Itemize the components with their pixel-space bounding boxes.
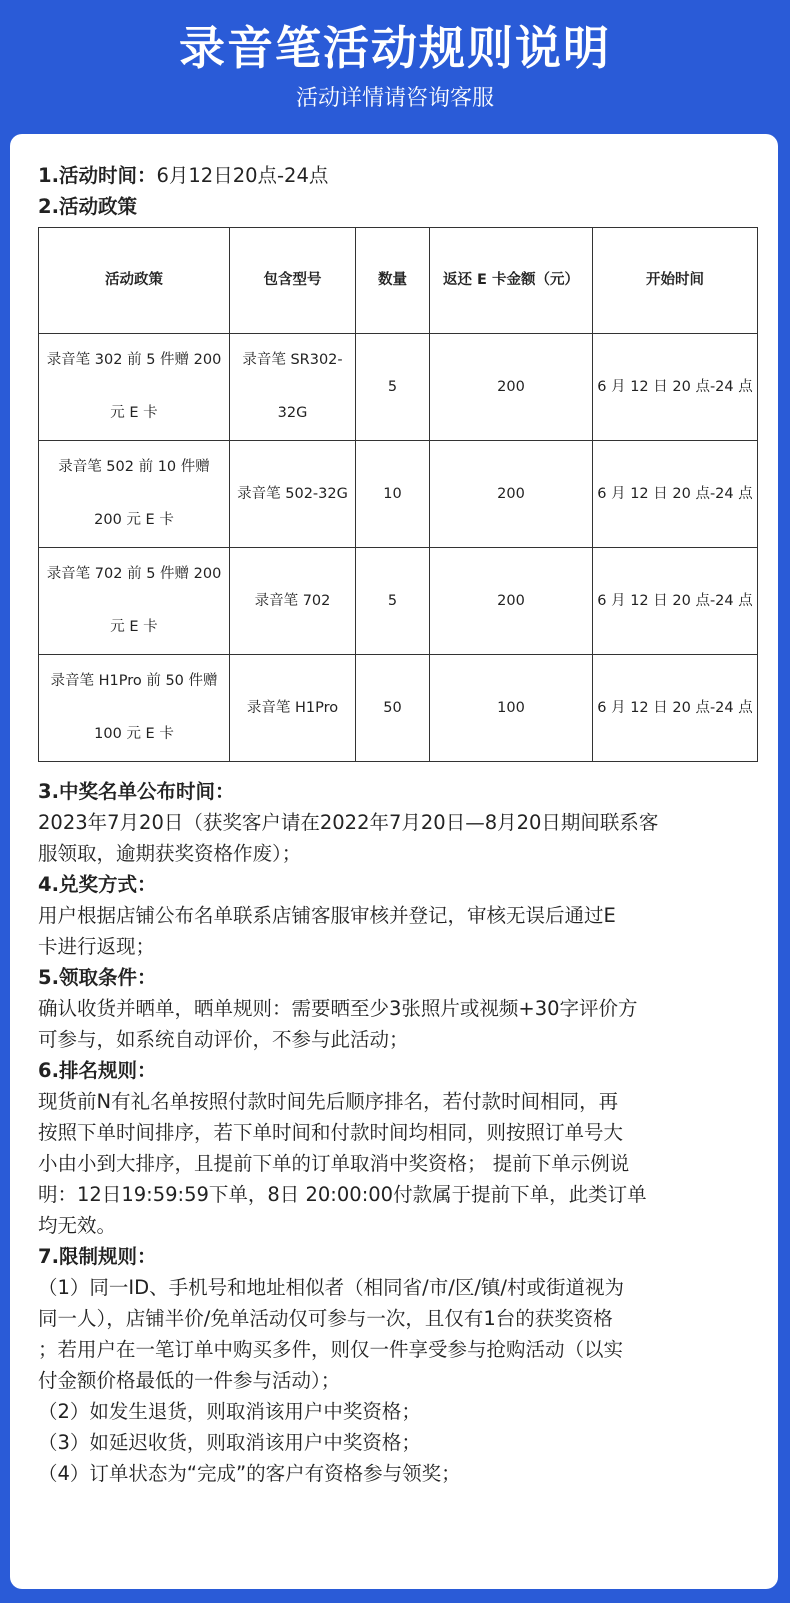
section-5-line: 可参与，如系统自动评价，不参与此活动；: [38, 1028, 409, 1051]
section-7-line: （4）订单状态为“完成”的客户有资格参与领奖；: [38, 1462, 461, 1485]
section-7-line: （2）如发生退货，则取消该用户中奖资格；: [38, 1400, 421, 1423]
table-cell-qty: 10: [356, 441, 430, 548]
section-3-line: 2023年7月20日（获奖客户请在2022年7月20日—8月20日期间联系客: [38, 811, 659, 834]
section-6-line: 按照下单时间排序，若下单时间和付款时间均相同，则按照订单号大: [38, 1121, 624, 1144]
section-7-line: ；若用户在一笔订单中购买多件，则仅一件享受参与抢购活动（以实: [38, 1338, 624, 1361]
section-6-line: 明：12日19:59:59下单，8日 20:00:00付款属于提前下单，此类订单: [38, 1183, 647, 1206]
table-row: [39, 655, 758, 762]
section-6-line: 小由小到大排序，且提前下单的订单取消中奖资格； 提前下单示例说: [38, 1152, 630, 1175]
section-7-line: 同一人），店铺半价/免单活动仅可参与一次，且仅有1台的获奖资格: [38, 1307, 613, 1330]
section-6-line: 现货前N有礼名单按照付款时间先后顺序排名，若付款时间相同，再: [38, 1090, 619, 1113]
table-cell-qty: 50: [356, 655, 430, 762]
section-7-line: （1）同一ID、手机号和地址相似者（相同省/市/区/镇/村或街道视为: [38, 1276, 624, 1299]
table-cell-start: 6 月 12 日 20 点-24 点: [593, 655, 758, 762]
table-cell-amount: 100: [430, 655, 593, 762]
section-5-line: 确认收货并晒单，晒单规则：需要晒至少3张照片或视频+30字评价方: [38, 997, 638, 1020]
table-cell-policy: 录音笔 502 前 10 件赠 200 元 E 卡: [39, 441, 230, 548]
section-1-label: 1.活动时间：: [38, 164, 157, 187]
table-cell-start: 6 月 12 日 20 点-24 点: [593, 334, 758, 441]
section-4-label: 4.兑奖方式：: [38, 873, 157, 896]
page-title: 录音笔活动规则说明: [179, 21, 611, 75]
table-header-cell: 活动政策: [39, 228, 230, 334]
table-row: [39, 334, 758, 441]
table-cell-policy: 录音笔 702 前 5 件赠 200 元 E 卡: [39, 548, 230, 655]
table-cell-qty: 5: [356, 334, 430, 441]
section-2-label: 2.活动政策: [38, 195, 137, 218]
section-6-line: 均无效。: [38, 1214, 117, 1237]
table-header-cell: 数量: [356, 228, 430, 334]
table-cell-model: 录音笔 702: [230, 548, 356, 655]
page-header: [0, 0, 790, 134]
table-cell-start: 6 月 12 日 20 点-24 点: [593, 441, 758, 548]
section-5-label: 5.领取条件：: [38, 966, 157, 989]
rules-content: [38, 160, 758, 1489]
table-cell-amount: 200: [430, 548, 593, 655]
table-header-cell: 包含型号: [230, 228, 356, 334]
table-cell-amount: 200: [430, 334, 593, 441]
section-4-line: 用户根据店铺公布名单联系店铺客服审核并登记，审核无误后通过E: [38, 904, 616, 927]
section-4-line: 卡进行返现；: [38, 935, 156, 958]
table-cell-model: 录音笔 H1Pro: [230, 655, 356, 762]
section-7-label: 7.限制规则：: [38, 1245, 157, 1268]
table-cell-model: 录音笔 SR302-32G: [230, 334, 356, 441]
table-cell-policy: 录音笔 302 前 5 件赠 200 元 E 卡: [39, 334, 230, 441]
table-row: [39, 441, 758, 548]
section-7-line: （3）如延迟收货，则取消该用户中奖资格；: [38, 1431, 421, 1454]
section-7-line: 付金额价格最低的一件参与活动）；: [38, 1369, 341, 1392]
policy-table: [38, 227, 758, 762]
page-subtitle: 活动详情请咨询客服: [295, 86, 494, 111]
rules-card: [10, 134, 778, 1589]
table-row: [39, 548, 758, 655]
section-3-label: 3.中奖名单公布时间：: [38, 780, 235, 803]
table-cell-model: 录音笔 502-32G: [230, 441, 356, 548]
table-header-row: [39, 228, 758, 334]
section-1-value: 6月12日20点-24点: [156, 164, 329, 187]
table-cell-amount: 200: [430, 441, 593, 548]
section-3-line: 服领取，逾期获奖资格作废）；: [38, 842, 302, 865]
table-header-cell: 开始时间: [593, 228, 758, 334]
table-header-cell: 返还 E 卡金额（元）: [430, 228, 593, 334]
table-cell-start: 6 月 12 日 20 点-24 点: [593, 548, 758, 655]
section-6-label: 6.排名规则：: [38, 1059, 157, 1082]
table-cell-policy: 录音笔 H1Pro 前 50 件赠 100 元 E 卡: [39, 655, 230, 762]
table-cell-qty: 5: [356, 548, 430, 655]
section-activity-time: [38, 160, 758, 191]
